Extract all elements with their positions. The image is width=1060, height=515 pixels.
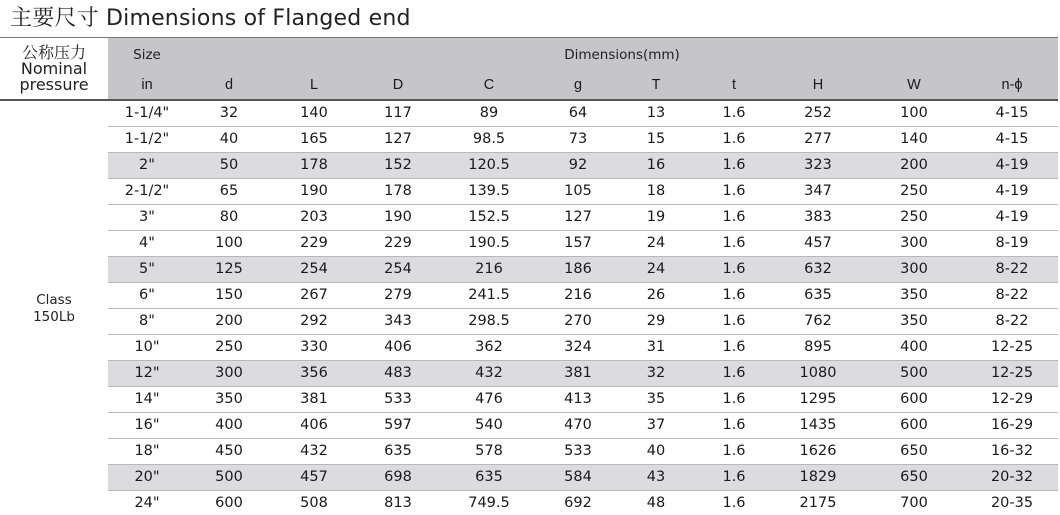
cell-t-lower: 1.6 [694,309,774,335]
cell-dia-d: 533 [356,387,440,413]
cell-g: 157 [538,231,618,257]
cell-g: 92 [538,153,618,179]
cell-l: 140 [272,100,356,127]
cell-n-phi: 16-32 [966,439,1058,465]
cell-c: 139.5 [440,179,538,205]
cell-n-phi: 12-25 [966,361,1058,387]
cell-t-lower: 1.6 [694,335,774,361]
cell-size-in: 10" [108,335,186,361]
class-label-line2: 150Lb [33,308,75,325]
cell-dia-d: 178 [356,179,440,205]
cell-dia-d: 343 [356,309,440,335]
cell-n-phi: 12-25 [966,335,1058,361]
table-row [0,257,1058,283]
cell-dia-d: 635 [356,439,440,465]
cell-n-phi: 8-22 [966,283,1058,309]
cell-l: 267 [272,283,356,309]
table-row [0,413,1058,439]
cell-g: 692 [538,491,618,515]
cell-l: 381 [272,387,356,413]
cell-d: 100 [186,231,272,257]
cell-t-lower: 1.6 [694,127,774,153]
class-label-line1: Class [36,291,72,308]
cell-n-phi: 4-15 [966,127,1058,153]
cell-t-upper: 29 [618,309,694,335]
cell-l: 330 [272,335,356,361]
cell-w: 600 [862,387,966,413]
column-header-w: W [862,71,966,100]
cell-n-phi: 16-29 [966,413,1058,439]
cell-size-in: 16" [108,413,186,439]
column-header-row [0,71,1058,100]
table-row [0,231,1058,257]
cell-t-upper: 48 [618,491,694,515]
cell-l: 457 [272,465,356,491]
cell-g: 105 [538,179,618,205]
cell-c: 635 [440,465,538,491]
dimensions-table [0,38,1058,515]
table-row [0,361,1058,387]
cell-w: 350 [862,309,966,335]
cell-size-in: 14" [108,387,186,413]
cell-h: 252 [774,100,862,127]
size-header: Size [108,38,186,71]
table-row [0,309,1058,335]
cell-g: 584 [538,465,618,491]
cell-g: 533 [538,439,618,465]
cell-t-lower: 1.6 [694,491,774,515]
cell-dia-d: 229 [356,231,440,257]
cell-c: 216 [440,257,538,283]
cell-w: 100 [862,100,966,127]
cell-w: 400 [862,335,966,361]
cell-l: 229 [272,231,356,257]
cell-t-upper: 18 [618,179,694,205]
cell-h: 895 [774,335,862,361]
cell-t-lower: 1.6 [694,205,774,231]
cell-size-in: 2" [108,153,186,179]
cell-dia-d: 152 [356,153,440,179]
cell-w: 500 [862,361,966,387]
cell-t-lower: 1.6 [694,387,774,413]
cell-size-in: 1-1/4" [108,100,186,127]
cell-t-upper: 19 [618,205,694,231]
cell-h: 1435 [774,413,862,439]
nominal-pressure-cn: 公称压力 [21,42,86,62]
cell-c: 241.5 [440,283,538,309]
cell-g: 216 [538,283,618,309]
cell-h: 2175 [774,491,862,515]
table-row [0,465,1058,491]
cell-w: 140 [862,127,966,153]
table-row [0,335,1058,361]
cell-t-lower: 1.6 [694,153,774,179]
cell-size-in: 5" [108,257,186,283]
cell-size-in: 1-1/2" [108,127,186,153]
cell-t-upper: 26 [618,283,694,309]
cell-d: 125 [186,257,272,283]
cell-l: 190 [272,179,356,205]
cell-t-lower: 1.6 [694,361,774,387]
cell-t-lower: 1.6 [694,283,774,309]
cell-n-phi: 4-19 [966,205,1058,231]
cell-size-in: 18" [108,439,186,465]
cell-dia-d: 597 [356,413,440,439]
cell-h: 1080 [774,361,862,387]
cell-l: 292 [272,309,356,335]
table-row [0,205,1058,231]
cell-t-lower: 1.6 [694,100,774,127]
cell-g: 73 [538,127,618,153]
cell-n-phi: 4-19 [966,179,1058,205]
cell-c: 98.5 [440,127,538,153]
cell-dia-d: 698 [356,465,440,491]
cell-h: 1626 [774,439,862,465]
cell-l: 203 [272,205,356,231]
table-row [0,283,1058,309]
cell-c: 152.5 [440,205,538,231]
table-row [0,127,1058,153]
cell-c: 120.5 [440,153,538,179]
column-header-g: g [538,71,618,100]
cell-n-phi: 20-32 [966,465,1058,491]
cell-h: 323 [774,153,862,179]
nominal-pressure-en2: pressure [19,74,89,94]
cell-g: 413 [538,387,618,413]
cell-n-phi: 20-35 [966,491,1058,515]
cell-size-in: 12" [108,361,186,387]
cell-c: 89 [440,100,538,127]
column-header-h: H [774,71,862,100]
table-row [0,153,1058,179]
cell-n-phi: 8-22 [966,309,1058,335]
cell-c: 362 [440,335,538,361]
table-row [0,439,1058,465]
cell-size-in: 2-1/2" [108,179,186,205]
cell-c: 578 [440,439,538,465]
cell-t-upper: 24 [618,257,694,283]
cell-size-in: 6" [108,283,186,309]
cell-size-in: 20" [108,465,186,491]
cell-size-in: 24" [108,491,186,515]
cell-h: 1295 [774,387,862,413]
cell-h: 383 [774,205,862,231]
cell-g: 64 [538,100,618,127]
cell-c: 540 [440,413,538,439]
nominal-pressure-en1: Nominal [20,58,88,78]
cell-dia-d: 813 [356,491,440,515]
cell-l: 432 [272,439,356,465]
column-header-size-in: in [108,71,186,100]
cell-d: 65 [186,179,272,205]
nominal-pressure-header [0,38,108,100]
cell-c: 298.5 [440,309,538,335]
cell-n-phi: 4-19 [966,153,1058,179]
cell-t-lower: 1.6 [694,231,774,257]
cell-d: 600 [186,491,272,515]
cell-l: 406 [272,413,356,439]
table-row [0,387,1058,413]
cell-n-phi: 12-29 [966,387,1058,413]
cell-l: 508 [272,491,356,515]
cell-dia-d: 406 [356,335,440,361]
cell-h: 632 [774,257,862,283]
cell-t-upper: 15 [618,127,694,153]
cell-h: 347 [774,179,862,205]
cell-g: 127 [538,205,618,231]
cell-l: 356 [272,361,356,387]
cell-d: 400 [186,413,272,439]
cell-d: 350 [186,387,272,413]
cell-l: 254 [272,257,356,283]
cell-g: 186 [538,257,618,283]
cell-w: 350 [862,283,966,309]
cell-h: 1829 [774,465,862,491]
cell-h: 277 [774,127,862,153]
cell-t-lower: 1.6 [694,439,774,465]
cell-g: 470 [538,413,618,439]
table-row [0,491,1058,515]
cell-t-upper: 35 [618,387,694,413]
table-body [0,100,1058,515]
cell-d: 80 [186,205,272,231]
column-header-t-lower: t [694,71,774,100]
cell-dia-d: 279 [356,283,440,309]
cell-dia-d: 483 [356,361,440,387]
cell-w: 300 [862,257,966,283]
cell-n-phi: 8-22 [966,257,1058,283]
dimensions-header: Dimensions(mm) [186,38,1058,71]
cell-t-lower: 1.6 [694,179,774,205]
table-row [0,179,1058,205]
cell-t-upper: 32 [618,361,694,387]
cell-d: 40 [186,127,272,153]
cell-g: 381 [538,361,618,387]
column-header-n-phi: n-ϕ [966,71,1058,100]
cell-h: 762 [774,309,862,335]
cell-h: 457 [774,231,862,257]
cell-t-upper: 13 [618,100,694,127]
cell-d: 150 [186,283,272,309]
cell-c: 432 [440,361,538,387]
cell-t-lower: 1.6 [694,257,774,283]
cell-l: 178 [272,153,356,179]
cell-c: 190.5 [440,231,538,257]
cell-l: 165 [272,127,356,153]
cell-t-upper: 31 [618,335,694,361]
cell-h: 635 [774,283,862,309]
cell-w: 250 [862,179,966,205]
cell-dia-d: 254 [356,257,440,283]
cell-w: 300 [862,231,966,257]
column-header-d: d [186,71,272,100]
cell-size-in: 4" [108,231,186,257]
cell-n-phi: 8-19 [966,231,1058,257]
cell-t-upper: 43 [618,465,694,491]
cell-size-in: 3" [108,205,186,231]
cell-d: 50 [186,153,272,179]
cell-dia-d: 190 [356,205,440,231]
cell-t-lower: 1.6 [694,413,774,439]
column-header-t-upper: T [618,71,694,100]
cell-d: 200 [186,309,272,335]
cell-dia-d: 117 [356,100,440,127]
cell-size-in: 8" [108,309,186,335]
cell-n-phi: 4-15 [966,100,1058,127]
class-label [0,100,108,515]
cell-d: 32 [186,100,272,127]
cell-d: 500 [186,465,272,491]
cell-d: 250 [186,335,272,361]
column-header-c: C [440,71,538,100]
cell-w: 200 [862,153,966,179]
column-header-dia-d: D [356,71,440,100]
cell-w: 650 [862,439,966,465]
cell-t-upper: 37 [618,413,694,439]
cell-t-lower: 1.6 [694,465,774,491]
cell-c: 749.5 [440,491,538,515]
page-title: 主要尺寸 Dimensions of Flanged end [10,6,411,31]
cell-d: 450 [186,439,272,465]
cell-t-upper: 16 [618,153,694,179]
cell-g: 324 [538,335,618,361]
cell-c: 476 [440,387,538,413]
cell-g: 270 [538,309,618,335]
cell-w: 700 [862,491,966,515]
cell-t-upper: 24 [618,231,694,257]
cell-t-upper: 40 [618,439,694,465]
column-header-l: L [272,71,356,100]
cell-dia-d: 127 [356,127,440,153]
cell-w: 650 [862,465,966,491]
table-row [0,100,1058,127]
cell-d: 300 [186,361,272,387]
cell-w: 600 [862,413,966,439]
cell-w: 250 [862,205,966,231]
